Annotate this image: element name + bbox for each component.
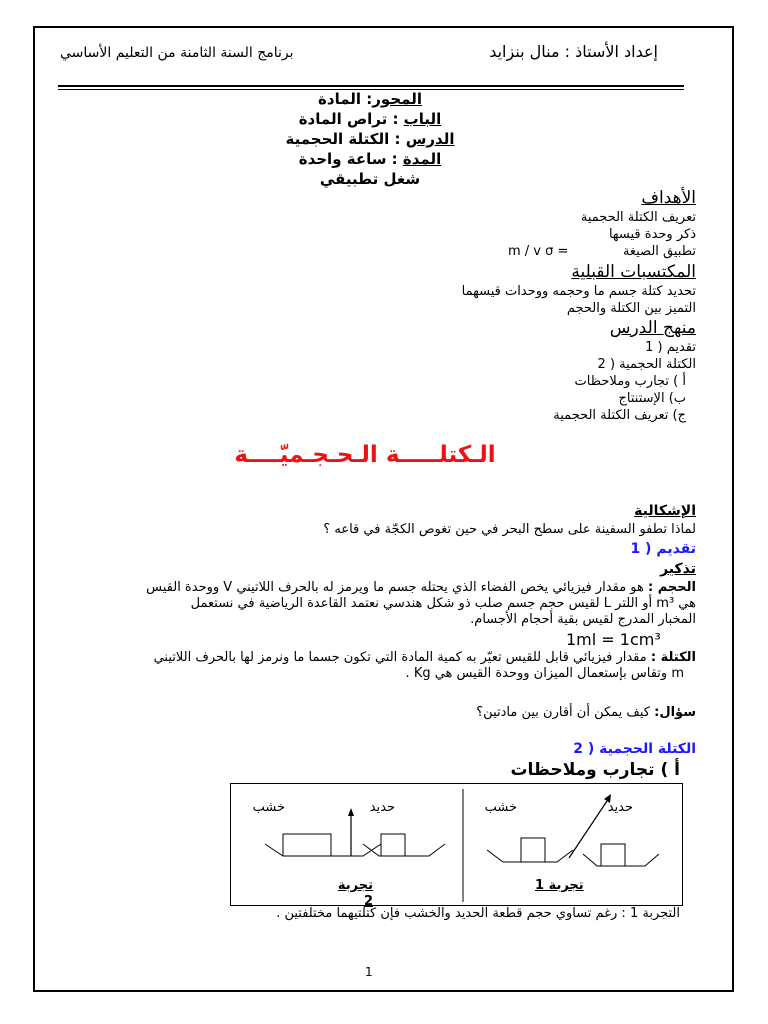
chapter-line <box>240 110 500 128</box>
program-header: برنامج السنة الثامنة من التعليم الأساسي <box>60 45 294 61</box>
page-number: 1 <box>365 965 373 979</box>
chapter-label: الباب <box>403 110 442 128</box>
left-wood-label: خشب <box>252 800 285 815</box>
volume-label: الحجم : <box>648 580 696 595</box>
mass-line-1 <box>154 650 696 666</box>
left-iron-block <box>381 834 405 856</box>
objectives-heading: الأهداف <box>641 188 696 208</box>
left-pan-iron <box>363 844 445 856</box>
chapter-value: : تراص المادة <box>298 110 404 128</box>
plan-heading: منهج الدرس <box>609 318 696 338</box>
left-arrow-head <box>348 808 354 816</box>
plan-item: الكتلة الحجمية ( 2 <box>597 357 696 372</box>
reminder-heading: تذكير <box>660 561 696 577</box>
left-iron-label: حديد <box>369 800 395 815</box>
lesson-label: الدرس <box>405 130 455 148</box>
objective-item: تطبيق الصيغة <box>622 244 696 259</box>
prerequisites-heading: المكتسبات القبلية <box>571 262 696 282</box>
question-line <box>476 705 696 721</box>
lesson-line <box>240 130 500 148</box>
work-type: شغل تطبيقي <box>319 170 421 188</box>
plan-item: ج) تعريف الكتلة الحجمية <box>553 408 686 423</box>
objective-item: ذكر وحدة قيسها <box>608 227 696 242</box>
author-header: إعداد الأستاذ : منال بنزايد <box>489 42 658 61</box>
axis-line <box>240 90 500 108</box>
mass-text-1: مقدار فيزيائي قابل للقيس تعيّر به كمية المادة التي تكون جسما ما ونرمز لها بالحرف اللاتيني <box>153 650 647 665</box>
right-arrow <box>569 798 609 858</box>
volume-line-3: المخبار المدرج لقيس بقية أحجام الأجسام. <box>470 612 696 627</box>
question-text: كيف يمكن أن أقارن بين مادتين؟ <box>476 705 655 720</box>
left-caption: تجربة 2 <box>337 878 373 909</box>
right-wood-label: خشب <box>484 800 517 815</box>
volume-text-1: هو مقدار فيزيائي يخص الفضاء الذي يحتله جسم ما ويرمز له بالحرف اللاتيني V ووحدة القيس <box>146 580 644 595</box>
right-wood-block <box>521 838 545 862</box>
right-iron-label: حديد <box>607 800 633 815</box>
left-pan-wood <box>265 844 381 856</box>
right-pan-iron <box>583 854 659 866</box>
mass-label: الكتلة : <box>650 650 696 665</box>
plan-item: أ ) تجارب وملاحظات <box>574 374 686 389</box>
unit-equation: 1ml = 1cm³ <box>566 630 661 649</box>
section2-sub: أ ) تجارب وملاحظات <box>510 760 680 780</box>
volume-line-2: هي m³ أو اللتر L لقيس حجم جسم صلب ذو شكل هندسي نعتمد القاعدة الرياضية في نستعمل <box>190 596 696 611</box>
density-formula: m / v σ = <box>508 244 569 259</box>
right-iron-block <box>601 844 625 866</box>
prerequisite-item: تحديد كتلة جسم ما وحجمه ووحدات قيسهما <box>461 284 696 299</box>
right-caption: تجربة 1 <box>535 878 584 893</box>
mass-line-2: m وتقاس بإستعمال الميزان ووحدة القيس هي Kg . <box>405 666 684 681</box>
experiment-note: التجربة 1 : رغم تساوي حجم قطعة الحديد والخشب فإن كتلتيهما مختلفتين . <box>276 906 680 921</box>
problem-heading: الإشكالية <box>634 503 696 519</box>
question-label: سؤال: <box>654 705 696 720</box>
volume-line-1 <box>146 580 696 596</box>
experiment-figure <box>230 783 683 909</box>
lesson-value: : الكتلة الحجمية <box>285 130 406 148</box>
main-title: الـكتلـــــة الـحـجـميّــــة <box>234 442 496 468</box>
objective-item: تعريف الكتلة الحجمية <box>580 210 696 225</box>
section2-heading: الكتلة الحجمية ( 2 <box>573 741 696 757</box>
plan-item: تقديم ( 1 <box>645 340 696 355</box>
left-wood-block <box>283 834 331 856</box>
axis-label: المحور <box>372 90 422 108</box>
intro-heading: تقديم ( 1 <box>630 541 696 557</box>
plan-item: ب) الإستنتاج <box>618 391 686 406</box>
prerequisite-item: التميز بين الكتلة والحجم <box>566 301 696 316</box>
duration-line <box>240 150 500 168</box>
problem-text: لماذا تطفو السفينة على سطح البحر في حين تغوص الكجّة في قاعه ؟ <box>323 522 696 537</box>
right-pan-wood <box>487 850 573 862</box>
duration-value: : ساعة واحدة <box>298 150 403 168</box>
duration-label: المدة <box>402 150 442 168</box>
axis-value: : المادة <box>318 90 373 108</box>
header-rule <box>58 85 684 87</box>
